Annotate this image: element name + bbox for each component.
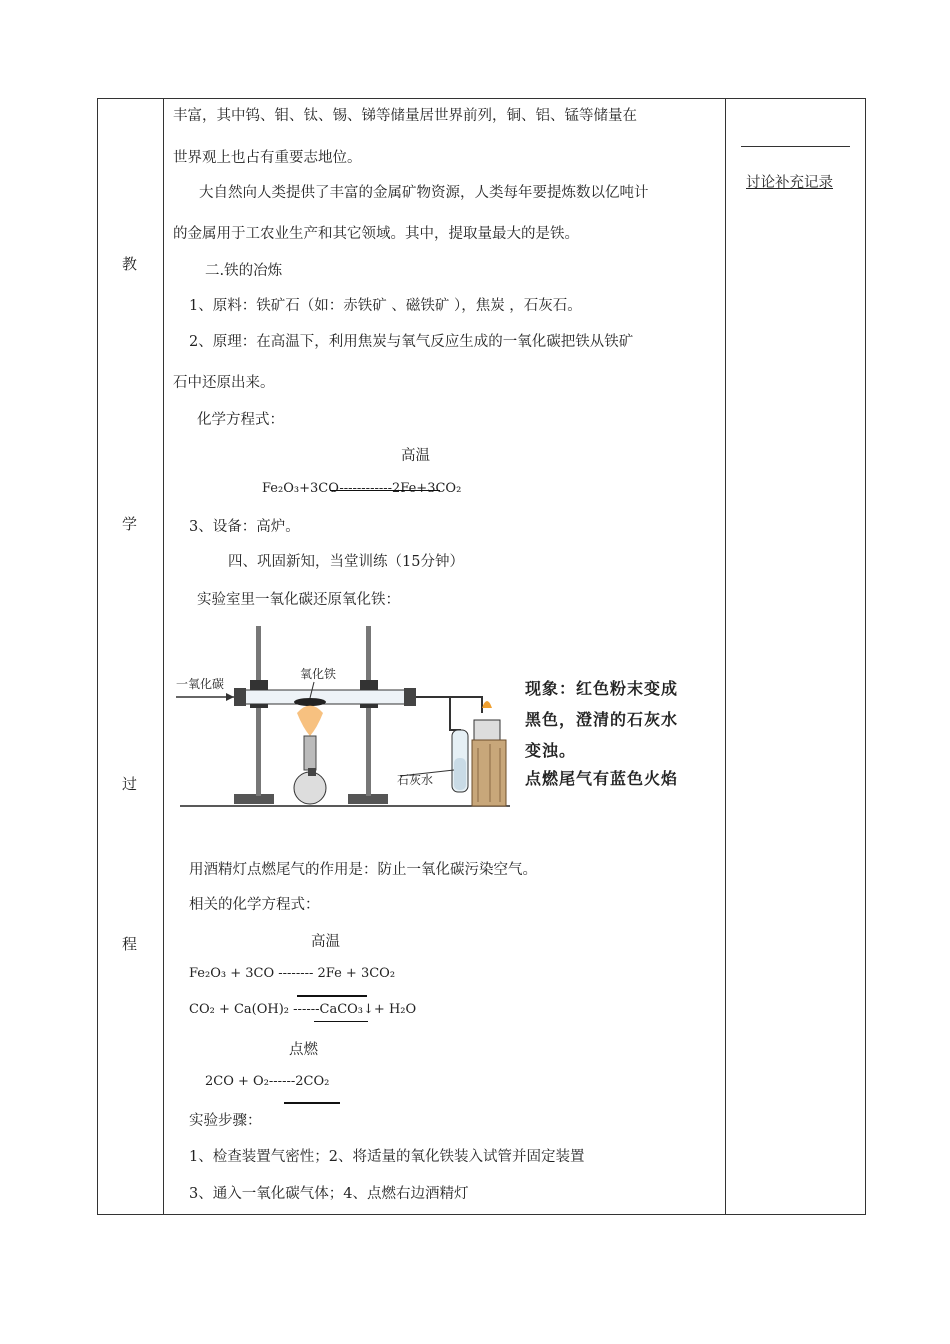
experiment-apparatus-figure (172, 618, 512, 812)
text-line: 丰富，其中钨、钼、钛、锡、锑等储量居世界前列，铜、铝、锰等储量在 (173, 108, 637, 124)
equation-2: Fe₂O₃ + 3CO -------- 2Fe + 3CO₂ (189, 966, 396, 981)
side-label-4: 程 (122, 935, 138, 953)
observation-clipped (525, 766, 720, 788)
equation-bar (330, 490, 440, 491)
text-line: 实验步骤： (189, 1113, 262, 1129)
section-heading: 四、巩固新知，当堂训练（15分钟） (228, 554, 464, 570)
column-divider-left (163, 98, 164, 1215)
equation-bar (297, 995, 367, 997)
reaction-condition: 点燃 (289, 1042, 318, 1058)
section-heading: 二.铁的冶炼 (205, 263, 283, 279)
text-line: 化学方程式： (197, 412, 284, 428)
column-divider-right (725, 98, 726, 1215)
text-line: 石中还原出来。 (173, 375, 275, 391)
text-line: 1、原料：铁矿石（如：赤铁矿 、磁铁矿 ），焦炭 ，石灰石。 (189, 298, 582, 314)
equation-1: Fe₂O₃+3CO------------2Fe+3CO₂ (262, 481, 462, 496)
reaction-condition: 高温 (401, 448, 430, 464)
equation-4: 2CO + O₂------2CO₂ (205, 1074, 330, 1089)
reaction-condition: 高温 (311, 934, 340, 950)
text-line: 1、检查装置气密性；2、将适量的氧化铁装入试管并固定装置 (189, 1149, 585, 1165)
side-label-2: 学 (122, 515, 138, 533)
discussion-note-label: 讨论补充记录 (746, 175, 833, 191)
text-line: 相关的化学方程式： (189, 897, 320, 913)
text-line: 3、通入一氧化碳气体；4、点燃右边酒精灯 (189, 1186, 469, 1202)
label-iron-oxide: 氧化铁 (300, 667, 337, 681)
label-co: 一氧化碳 (176, 677, 225, 691)
observation-line: 点燃尾气有蓝色火焰 (525, 769, 679, 788)
equation-3: CO₂ + Ca(OH)₂ ------CaCO₃↓+ H₂O (189, 1002, 417, 1017)
side-label-3: 过 (122, 775, 138, 793)
label-limewater: 石灰水 (397, 773, 434, 787)
equation-bar (284, 1102, 340, 1104)
text-line: 大自然向人类提供了丰富的金属矿物资源，人类每年要提炼数以亿吨计 (199, 185, 649, 201)
note-rule (741, 146, 850, 147)
text-line: 2、原理：在高温下，利用焦炭与氧气反应生成的一氧化碳把铁从铁矿 (189, 334, 634, 350)
text-line: 用酒精灯点燃尾气的作用是：防止一氧化碳污染空气。 (189, 862, 537, 878)
text-line: 实验室里一氧化碳还原氧化铁： (197, 592, 400, 608)
observation-line: 现象：红色粉末变成 (525, 679, 679, 698)
text-line: 的金属用于工农业生产和其它领域。其中，提取量最大的是铁。 (173, 226, 579, 242)
observation-line: 变浊。 (525, 741, 577, 760)
equation-bar (314, 1021, 368, 1022)
observation-line: 黑色，澄清的石灰水 (525, 710, 679, 729)
text-line: 世界观上也占有重要志地位。 (173, 150, 362, 166)
text-line: 3、设备：高炉。 (189, 519, 300, 535)
side-label-1: 教 (122, 255, 138, 273)
